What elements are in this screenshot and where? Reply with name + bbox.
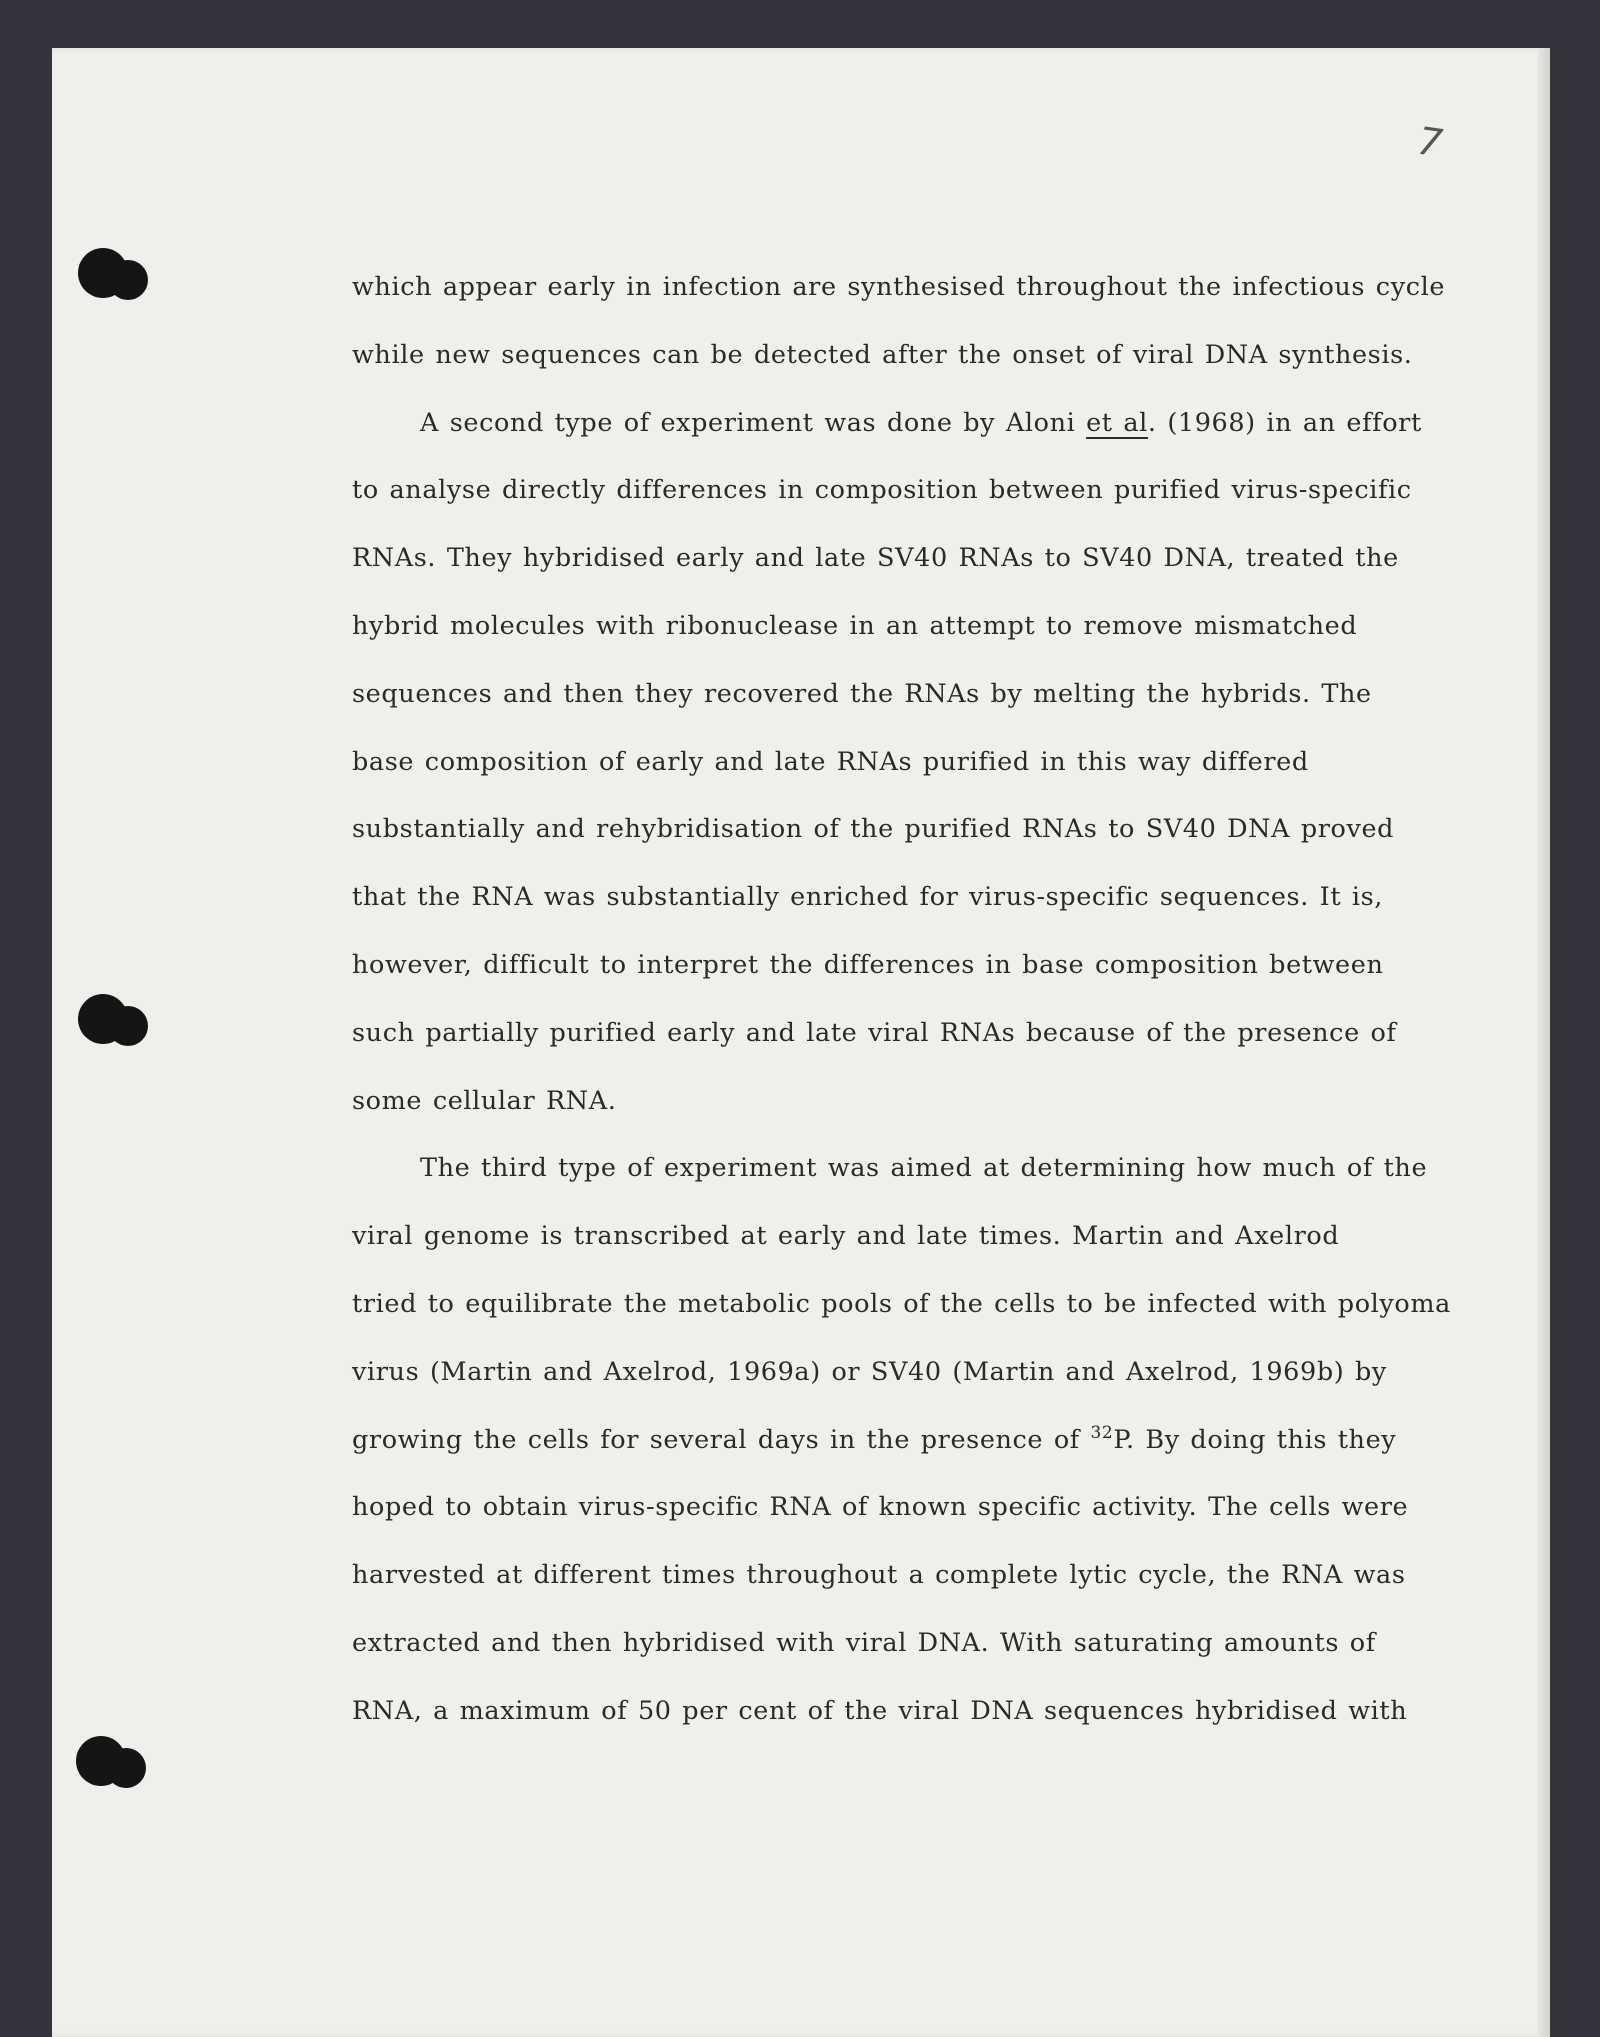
text-line: while new sequences can be detected after the onset of viral DNA synthesis. — [352, 339, 1413, 370]
text-line: RNA, a maximum of 50 per cent of the viral DNA sequences hybridised with — [352, 1695, 1408, 1726]
text-line: tried to equilibrate the metabolic pools of the cells to be infected with polyoma — [352, 1288, 1451, 1319]
superscript-isotope: 32 — [1090, 1422, 1114, 1443]
text-line: RNAs. They hybridised early and late SV40 RNAs to SV40 DNA, treated the — [352, 543, 1399, 574]
text-line: hoped to obtain virus-specific RNA of known specific activity. The cells were — [352, 1492, 1409, 1523]
citation-et-al: et al — [1086, 407, 1148, 438]
page-edge — [1538, 48, 1550, 2037]
text-line: harvested at different times throughout a complete lytic cycle, the RNA was — [352, 1560, 1406, 1591]
text-line: which appear early in infection are synthesised throughout the infectious cycle — [352, 272, 1446, 302]
text-line: extracted and then hybridised with viral DNA. With saturating amounts of — [352, 1627, 1376, 1658]
text-line: some cellular RNA. — [352, 1085, 617, 1116]
text-line: substantially and rehybridisation of the purified RNAs to SV40 DNA proved — [352, 814, 1395, 845]
text-line: A second type of experiment was done by Aloni et al. (1968) in an effort — [420, 407, 1422, 438]
binder-hole-bottom — [76, 1736, 148, 1794]
binder-hole-top — [78, 248, 150, 306]
text-line: hybrid molecules with ribonuclease in an attempt to remove mismatched — [352, 610, 1358, 641]
text-line: The third type of experiment was aimed at determining how much of the — [420, 1153, 1428, 1184]
text-line: viral genome is transcribed at early and late times. Martin and Axelrod — [352, 1221, 1340, 1252]
text-line: that the RNA was substantially enriched for virus-specific sequences. It is, — [352, 882, 1384, 913]
text-line: such partially purified early and late viral RNAs because of the presence of — [352, 1017, 1397, 1048]
binder-hole-middle — [78, 994, 150, 1052]
text-line: base composition of early and late RNAs purified in this way differed — [352, 746, 1309, 777]
text-line: virus (Martin and Axelrod, 1969a) or SV40 (Martin and Axelrod, 1969b) by — [352, 1356, 1387, 1387]
text-line: growing the cells for several days in the presence of $^{32}$P. By doing this they — [352, 1422, 1397, 1455]
body-text — [352, 262, 1532, 1754]
text-line: however, difficult to interpret the differences in base composition between — [352, 949, 1384, 980]
page-number: 7 — [1415, 118, 1446, 166]
text-line: to analyse directly differences in composition between purified virus-specific — [352, 475, 1412, 506]
text-line: sequences and then they recovered the RNAs by melting the hybrids. The — [352, 678, 1372, 709]
